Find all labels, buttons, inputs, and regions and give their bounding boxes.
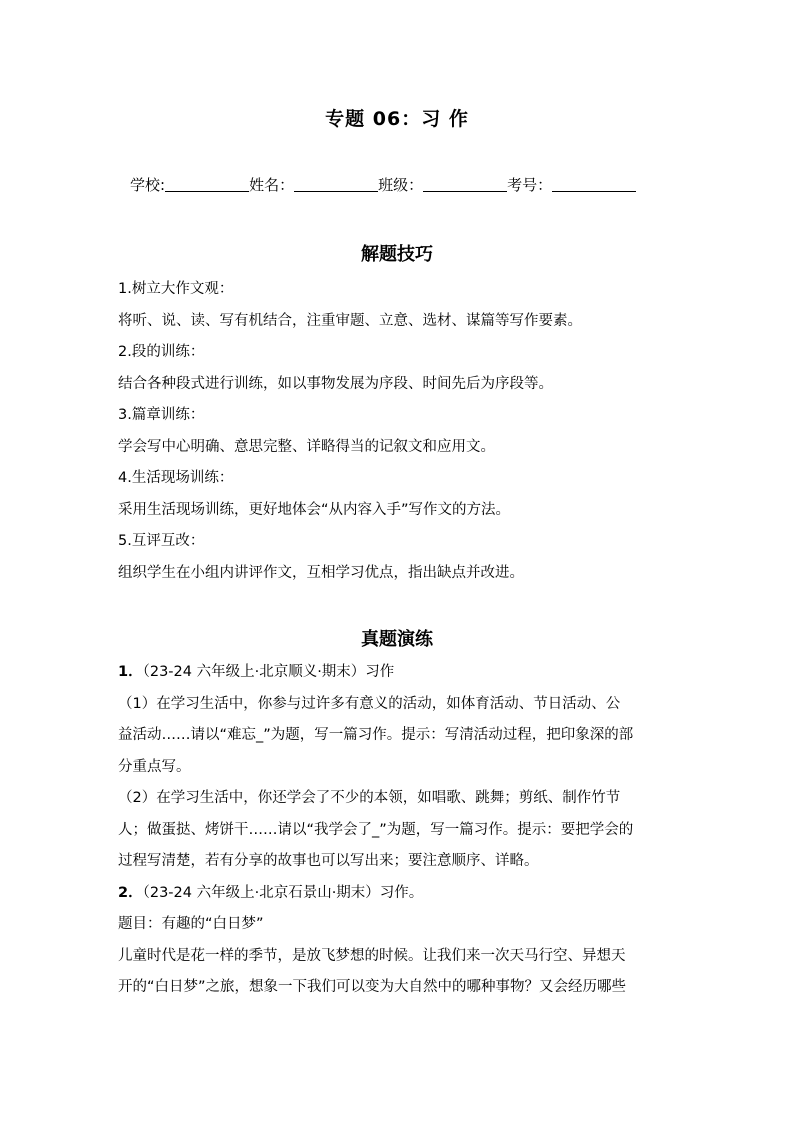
question-1-source: （23-24 六年级上·北京顺义·期末）习作 xyxy=(142,664,395,680)
tips-list xyxy=(118,274,680,589)
tip-text-5: 组织学生在小组内讲评作文，互相学习优点，指出缺点并改进。 xyxy=(118,564,524,581)
question-2-line2: 开的“白日梦”之旅，想象一下我们可以变为大自然中的哪种事物？又会经历哪些 xyxy=(118,979,627,995)
name-label: 姓名： xyxy=(249,176,295,194)
practice-heading: 真题演练 xyxy=(361,629,433,650)
question-1-part2-line1: （2）在学习生活中，你还学会了不少的本领，如唱歌、跳舞；剪纸、制作竹节 xyxy=(118,790,621,806)
tip-title-3: 3.篇章训练： xyxy=(118,407,205,423)
question-2-header xyxy=(118,878,680,910)
question-2-source: （23-24 六年级上·北京石景山·期末）习作。 xyxy=(142,884,424,901)
class-blank[interactable] xyxy=(423,177,507,192)
question-1-part1-line1: （1）在学习生活中，你参与过许多有意义的活动，如体育活动、节日活动、公 xyxy=(118,695,621,712)
exam-number-blank[interactable] xyxy=(552,177,636,192)
question-2-topic: 题目：有趣的“白日梦” xyxy=(118,916,264,932)
tip-title-2: 2.段的训练： xyxy=(118,344,205,360)
question-1-part2-line3: 过程写清楚，若有分享的故事也可以写出来；要注意顺序、详略。 xyxy=(118,853,539,869)
practice-questions xyxy=(118,657,680,1004)
tip-text-3: 学会写中心明确、意思完整、详略得当的记叙文和应用文。 xyxy=(118,438,495,455)
question-1-header xyxy=(118,657,680,689)
question-1-part1-line3: 分重点写。 xyxy=(118,758,191,775)
tip-text-1: 将听、说、读、写有机结合，注重审题、立意、选材、谋篇等写作要素。 xyxy=(118,312,582,329)
exam-number-label: 考号： xyxy=(507,176,553,194)
question-2-line1: 儿童时代是花一样的季节，是放飞梦想的时候。让我们来一次天马行空、异想天 xyxy=(118,947,626,964)
tip-title-4: 4.生活现场训练： xyxy=(118,470,234,486)
tip-text-2: 结合各种段式进行训练，如以事物发展为序段、时间先后为序段等。 xyxy=(118,375,553,392)
tip-text-4: 采用生活现场训练，更好地体会“从内容入手”写作文的方法。 xyxy=(118,501,511,518)
question-1-part1-line2: 益活动……请以“难忘_”为题，写一篇习作。提示：写清活动过程，把印象深的部 xyxy=(118,727,634,743)
school-label: 学校: xyxy=(130,176,166,194)
student-info-line xyxy=(130,174,690,195)
class-label: 班级： xyxy=(378,176,424,194)
tip-title-5: 5.互评互改： xyxy=(118,533,205,549)
school-blank[interactable] xyxy=(165,177,249,192)
question-1-part2-line2: 人；做蛋挞、烤饼干……请以“我学会了_”为题，写一篇习作。提示：要把学会的 xyxy=(118,821,634,838)
name-blank[interactable] xyxy=(294,177,378,192)
question-1-number: 1． xyxy=(118,664,143,680)
question-2-number: 2． xyxy=(118,884,143,901)
tip-title-1: 1.树立大作文观： xyxy=(118,281,234,297)
document-title: 专题 06：习 作 xyxy=(325,108,469,130)
tips-heading: 解题技巧 xyxy=(361,244,433,265)
